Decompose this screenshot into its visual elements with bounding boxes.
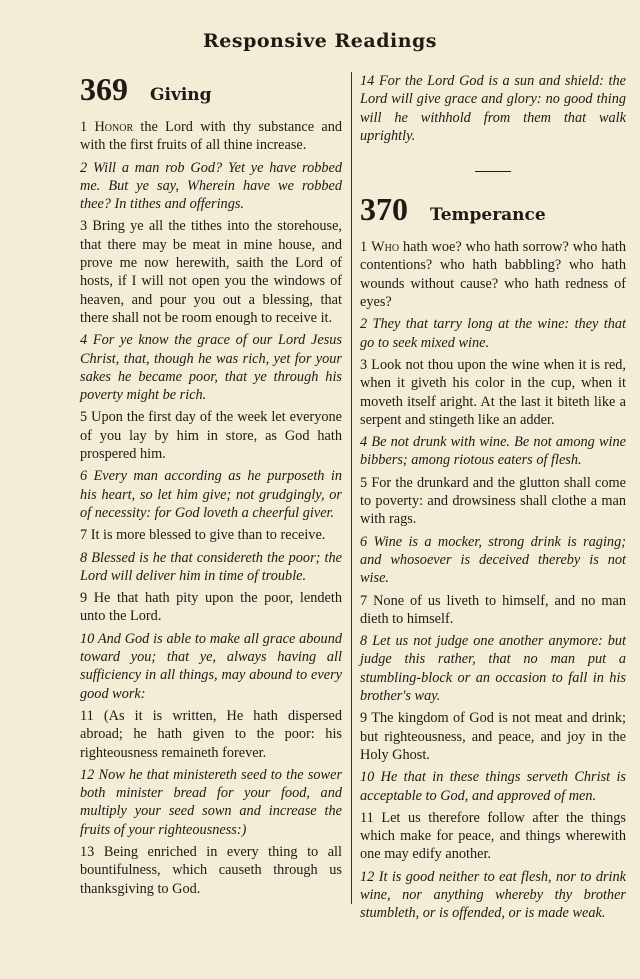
verse-text: Blessed is he that considereth the poor; the Lord will deliver him in time of trouble. [80,549,343,584]
verse-number: 1 [80,119,88,135]
verse-number: 13 [80,843,95,860]
verse-text: For the drunkard and the glutton shall come to poverty: and drowsiness shall clothe a man with rags. [360,474,626,528]
verse [80,630,342,703]
verse [360,632,626,705]
verse [360,533,626,588]
page-header: Responsive Readings [203,30,437,52]
verse-number: 2 [360,316,368,333]
verse-number: 4 [360,434,368,451]
verse-number: 12 [360,868,375,885]
verse-text: None of us liveth to himself, and no man dieth to himself. [360,592,626,627]
verse-number: 5 [80,409,88,426]
verse [80,707,342,762]
reading-number: 370 [360,191,408,228]
verse [360,474,626,529]
verse-text: Look not thou upon the wine when it is red, when it giveth his color in the cup, when it moveth itself aright. At the last it biteth like a serpent and stingeth like an adder. [360,356,626,428]
verse-number: 10 [80,630,95,647]
verse-number: 8 [360,633,368,650]
verse-text: It is good neither to eat flesh, nor to drink wine, nor anything whereby thy brother stumbleth, or is offended, or is made weak. [360,868,626,922]
verse [80,549,342,586]
verse-text: For ye know the grace of our Lord Jesus Christ, that, though he was rich, yet for your sakes he became poor, that ye through his poverty might be rich. [80,332,342,404]
verse [80,408,342,463]
reading-title: Temperance [430,205,546,226]
verse-list [360,238,626,922]
verse-number: 9 [80,590,88,607]
verse-text: Bring ye all the tithes into the storehouse, that there may be meat in mine house, and prove me now herewith, saith the Lord of hosts, if I will not open you the windows of heaven, and pour you out a blessing, that there shall not be room enough to receive it. [80,218,342,326]
verse-text: Will a man rob God? Yet ye have robbed me. But ye say, Wherein have we robbed thee? In tithes and offerings. [80,159,343,213]
verse-text: He that hath pity upon the poor, lendeth unto the Lord. [80,590,342,625]
verse-text: hath woe? who hath sorrow? who hath contentions? who hath babbling? who hath wounds without cause? who hath redness of eyes? [360,239,626,311]
verse-number: 8 [80,549,88,566]
reading-heading-369 [80,72,342,106]
verse-text: Let us not judge one another anymore: but judge this rather, that no man put a stumbling-block or an occasion to fall in his brother's way. [360,633,626,705]
verse-number: 6 [360,533,368,550]
verse-number: 11 [360,809,374,826]
reading-title: Giving [150,85,212,105]
verse-number: 11 [80,707,94,724]
verse-number: 12 [80,766,95,783]
verse [80,843,342,898]
verse [80,217,342,327]
verse-text: And God is able to make all grace abound toward you; that ye, always having all sufficiency in all things, may abound to every good work: [80,630,342,702]
verse [360,709,626,764]
verse [80,766,342,839]
verse [360,592,626,629]
verse-text: He that in these things serveth Christ is acceptable to God, and approved of men. [360,769,626,804]
column-divider [351,72,352,904]
verse-number: 7 [360,592,368,609]
verse [80,118,342,155]
verse-text: Every man according as he purposeth in his heart, so let him give; not grudgingly, or of necessity: for God loveth a cheerful giver. [80,468,342,521]
verse-number: 9 [360,710,368,727]
verse-text: Wine is a mocker, strong drink is raging; and whosoever is deceived thereby is not wise. [360,533,626,587]
verse [80,526,342,544]
verse-number: 14 [360,73,375,89]
verse-text: Upon the first day of the week let everyone of you lay by him in store, as God hath prospered him. [80,409,342,463]
verse-first-word: Honor [94,119,134,135]
verse-list [80,118,342,898]
verse-number: 7 [80,527,88,544]
verse [360,433,626,470]
verse-number: 2 [80,159,88,176]
verse-text: It is more blessed to give than to receive. [90,527,326,544]
verse-text: the Lord with thy substance and with the first fruits of all thine increase. [80,119,342,154]
verse-number: 10 [360,769,375,786]
verse [80,159,342,214]
verse-text: (As it is written, He hath dispersed abroad; he hath given to the poor: his righteousness remaineth forever. [80,707,342,761]
verse-text: For the Lord God is a sun and shield: the Lord will give grace and glory: no good thing will he withhold from them that walk uprightly. [360,73,626,144]
verse-text: The kingdom of God is not meat and drink; but righteousness, and peace, and joy in the Holy Ghost. [360,710,626,763]
verse [360,315,626,352]
verse-text: Be not drunk with wine. Be not among wine bibbers; among riotous eaters of flesh. [360,434,626,469]
verse-first-word: Who [371,239,400,256]
verse [360,809,626,864]
left-column [80,72,342,902]
verse-number: 5 [360,474,368,491]
verse-text: Let us therefore follow after the things which make for peace, and things wherewith one may edify another. [360,809,626,863]
section-rule [475,171,511,172]
right-column [360,72,626,927]
verse-number: 1 [360,239,368,256]
reading-number: 369 [80,71,128,107]
verse-text: Now he that ministereth seed to the sower both minister bread for your food, and multiply your seed sown and increase the fruits of your righteousness:) [80,766,343,838]
verse [360,868,626,923]
verse-text: They that tarry long at the wine: they that go to seek mixed wine. [360,316,627,351]
verse-text: Being enriched in every thing to all bountifulness, which causeth through us thanksgiving to God. [80,843,343,897]
verse-number: 6 [80,468,88,485]
verse [360,356,626,429]
verse-number: 3 [80,218,88,235]
verse [360,238,626,311]
verse-number: 4 [80,332,88,349]
verse [80,467,342,522]
verse [360,768,626,805]
verse [80,589,342,626]
verse [80,331,342,404]
verse-number: 3 [360,356,368,373]
reading-heading-370 [360,192,626,226]
verse-continuation [360,72,626,145]
